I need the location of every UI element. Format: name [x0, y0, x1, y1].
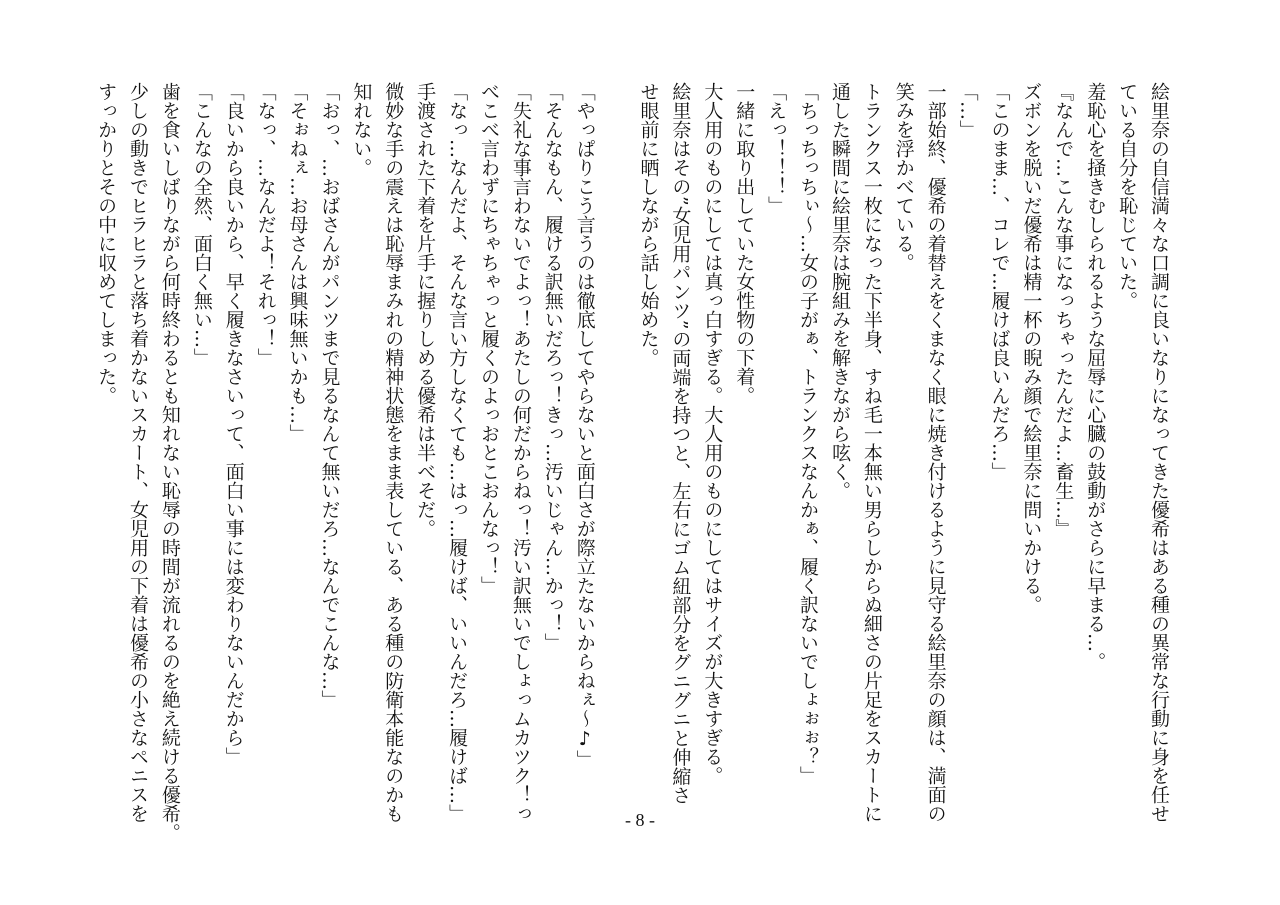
text-line: 知れない。: [350, 82, 373, 177]
text-line: 少しの動きでヒラヒラと落ち着かないスカート、女児用の下着は優希の小さなペニスを: [127, 82, 149, 823]
text-line: 一緒に取り出していた女性物の下着。: [733, 82, 756, 405]
text-line: 「えっ！！！」: [765, 82, 788, 215]
text-line: 「そんなもん、履ける訳無いだろっ！きっ…汚いじゃん…かっ！」: [541, 82, 564, 652]
text-line: ズボンを脱いだ優希は精一杯の睨み顔で絵里奈に問いかける。: [1020, 82, 1043, 614]
text-line: 「そぉねぇ…お母さんは興味無いかも…」: [286, 82, 309, 443]
text-line: トランクス一枚になった下半身、すね毛一本無い男らしからぬ細さの片足をスカートに: [860, 82, 883, 823]
vertical-text-body: [95, 82, 1174, 842]
text-line: 大人用のものにしては真っ白すぎる。大人用のものにしてはサイズが大きすぎる。: [701, 82, 724, 785]
text-line: 羞恥心を掻きむしられるような屈辱に心臓の鼓動がさらに早まる…。: [1084, 82, 1107, 671]
text-line: 「ちっちっちぃ～…女の子がぁ、トランクスなんかぁ、履く訳ないでしょぉぉ？」: [797, 82, 820, 785]
page-number: - 8 -: [625, 810, 655, 830]
text-line: 「…」: [956, 82, 979, 139]
text-line: 絵里奈はその”女児用パンツ”の両端を持つと、左右にゴム紐部分をグニグニと伸縮さ: [669, 82, 692, 805]
text-line: 微妙な手の震えは恥辱まみれの精神状態をまま表している、ある種の防衛本能なのかも: [382, 82, 405, 823]
text-line: 「なっ…なんだよ、そんな言い方しなくても…はっ…履けば、いいんだろ…履けば…」: [446, 82, 469, 823]
text-line: べこべ言わずにちゃちゃっと履くのよっおとこおんなっ！」: [477, 82, 500, 595]
text-line: 「やっぱりこう言うのは徹底してやらないと面白さが際立たないからねぇ～♪」: [573, 82, 596, 769]
text-line: 「おっ、…おばさんがパンツまで見るなんて無いだろ…なんでこんな…」: [318, 82, 341, 709]
text-line: ている自分を恥じていた。: [1116, 82, 1139, 310]
text-line: 笑みを浮かべている。: [892, 82, 915, 272]
text-line: 「なっ、…なんだよ！それっ！」: [254, 82, 277, 367]
text-line: 歯を食いしばりながら何時終わるとも知れない恥辱の時間が流れるのを絶え続ける優希。: [158, 82, 181, 842]
text-line: 『なんで…こんな事になっちゃったんだよ…畜生…』: [1052, 82, 1075, 538]
text-line: せ眼前に晒しながら話し始めた。: [637, 82, 660, 367]
text-line: 手渡された下着を片手に握りしめる優希は半べそだ。: [414, 82, 437, 538]
text-line: すっかりとその中に収めてしまった。: [95, 82, 118, 405]
blank-line: [600, 82, 632, 802]
text-line: 「良いから良いから、早く履きなさいって、面白い事には変わりないんだから」: [222, 82, 245, 766]
text-line: 「このまま…、コレで…履けば良いんだろ…」: [988, 82, 1011, 481]
text-line: 通した瞬間に絵里奈は腕組みを解きながら呟く。: [828, 82, 851, 500]
text-line: 「こんなの全然、面白く無い…」: [190, 82, 213, 367]
text-line: 絵里奈の自信満々な口調に良いなりになってきた優希はある種の異常な行動に身を任せ: [1148, 82, 1170, 823]
text-line: 「失礼な事言わないでよっ！あたしの何だからねっ！汚い訳無いでしょっムカツク！っ: [509, 82, 532, 823]
text-line: 一部始終、優希の着替えをくまなく眼に焼き付けるように見守る絵里奈の顔は、満面の: [924, 82, 947, 823]
